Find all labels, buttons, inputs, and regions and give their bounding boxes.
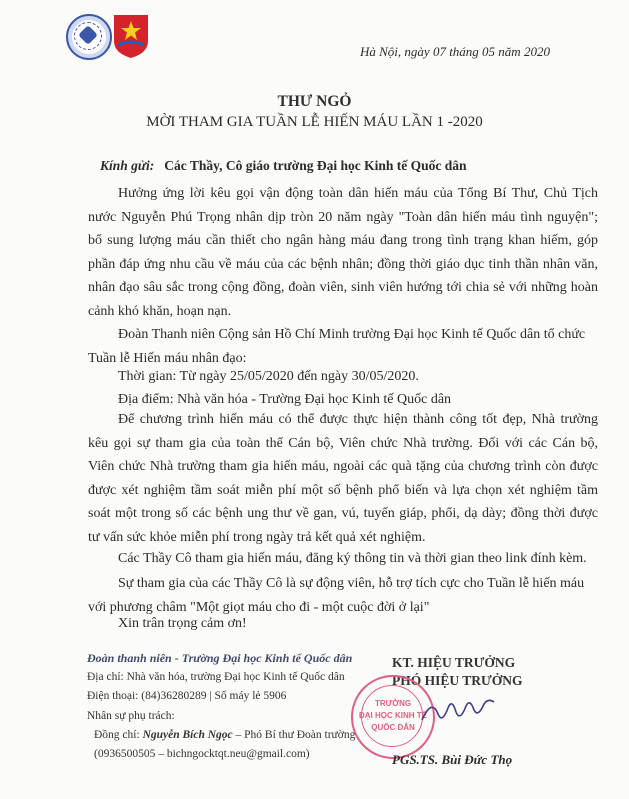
letter-title: THƯ NGỎ (277, 93, 352, 110)
para1-line: cảnh khó khăn, hoạn nạn. (88, 303, 232, 319)
para1-line: phần đáp ứng nhu cầu về máu của các bệnh nhân; đồng thời giáo dục tinh thần nhân văn, (88, 256, 598, 272)
org-name: Đoàn thanh niên - Trường Đại học Kinh tế Quốc dân (87, 651, 353, 665)
closing-line: Xin trân trọng cảm ơn! (118, 616, 247, 631)
date-line: Hà Nội, ngày 07 tháng 05 năm 2020 (360, 44, 550, 59)
stamp-top-text: TRƯỜNG (374, 699, 412, 708)
contact-person (94, 729, 355, 741)
para3-line: Để chương trình hiến máu có thể được thực hiện thành công tốt đẹp, Nhà trường (118, 412, 598, 427)
paragraph-4: Các Thầy Cô tham gia hiến máu, đăng ký thông tin và thời gian theo link đính kèm. (118, 551, 587, 566)
youth-union-logo (112, 13, 150, 59)
greeting-recipient: Các Thầy, Cô giáo trường Đại học Kinh tế Quốc dân (164, 158, 467, 173)
para5-line: Sự tham gia của các Thầy Cô là sự động viên, hỗ trợ tích cực cho Tuần lễ hiến máu (118, 576, 585, 591)
paragraph-2 (88, 323, 598, 370)
para2-line: Đoàn Thanh niên Cộng sản Hồ Chí Minh trường Đại học Kinh tế Quốc dân tổ chức (118, 327, 586, 342)
contact-role: – Phó Bí thư Đoàn trường (232, 729, 356, 741)
address-line: Địa chỉ: Nhà văn hóa, trường Đại học Kinh tế Quốc dân (87, 671, 345, 683)
para1-line: bổ sung lượng máu cần thiết cho ngân hàng máu đang trong tình trạng khan hiếm, góp (88, 233, 598, 248)
paragraph-1 (88, 182, 598, 323)
para3-line: soát một trong số các bệnh ung thư về gan, vú, tuyến giáp, phổi, dạ dày; đồng thời được (88, 506, 598, 521)
para3-line: kêu gọi sự tham gia của toàn thể Cán bộ, Viên chức Nhà trường. Đối với các Cán bộ, (88, 435, 598, 451)
greeting (100, 158, 466, 174)
contact-name: Nguyễn Bích Ngọc (142, 729, 233, 741)
para2-line: Tuần lễ Hiến máu nhân đạo: (88, 350, 247, 366)
signature-title-2: PHÓ HIỆU TRƯỞNG (392, 673, 523, 688)
time-line: Thời gian: Từ ngày 25/05/2020 đến ngày 30/05/2020. (118, 369, 419, 384)
signer-name: PGS.TS. Bùi Đức Thọ (392, 752, 513, 767)
phone-line: Điện thoại: (84)36280289 | Số máy lẻ 5906 (87, 690, 287, 702)
para3-line: Viên chức Nhà trường tham gia hiến máu, ngoài các quà tặng của chương trình còn được (88, 459, 598, 474)
place-line: Địa điểm: Nhà văn hóa - Trường Đại học Kinh tế Quốc dân (118, 392, 452, 407)
paragraph-3 (88, 408, 598, 549)
staff-label: Nhân sự phụ trách: (87, 710, 175, 722)
signature-title-1: KT. HIỆU TRƯỞNG (392, 655, 516, 670)
para1-line: Hưởng ứng lời kêu gọi vận động toàn dân hiến máu của Tổng Bí Thư, Chủ Tịch (118, 186, 598, 201)
para1-line: nhân đạo sâu sắc trong cộng đồng, đoàn viên, sinh viên hướng tới chia sẻ với những hoàn (88, 280, 598, 295)
para3-line: tư vấn sức khỏe miễn phí trong ngày trả kết quả xét nghiệm. (88, 529, 426, 545)
para5-line: với phương châm "Một giọt máu cho đi - một cuộc đời ở lại" (88, 599, 430, 615)
stamp-bottom-text: QUỐC DÂN (371, 723, 415, 732)
contact-detail: (0936500505 – bichngocktqt.neu@gmail.com) (94, 748, 310, 760)
stamp-mid-text: ĐẠI HỌC KINH TẾ (359, 711, 427, 720)
para3-line: được xét nghiệm tầm soát miễn phí một số bệnh phổ biến và lựa chọn xét nghiệm tầm (88, 482, 598, 498)
letter-subtitle: MỜI THAM GIA TUẦN LỄ HIẾN MÁU LẦN 1 -2020 (146, 114, 483, 130)
para1-line: nước Nguyễn Phú Trọng nhân dịp tròn 20 năm ngày "Toàn dân hiến máu tình nguyện"; (88, 209, 598, 225)
contact-prefix: Đồng chí: (94, 729, 143, 741)
handwritten-signature (418, 690, 498, 730)
university-logo (66, 14, 112, 60)
greeting-label: Kính gửi: (100, 158, 155, 173)
